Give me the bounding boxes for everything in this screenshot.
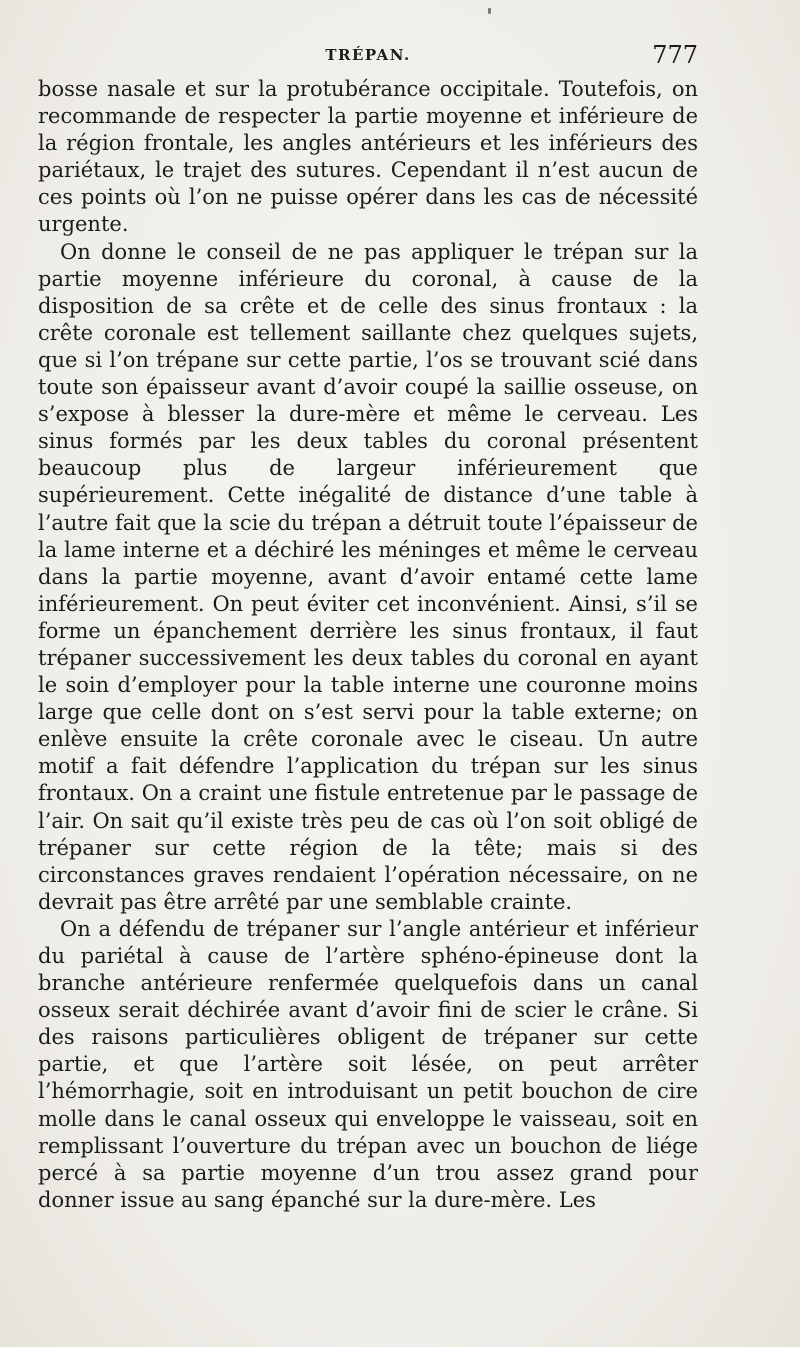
paragraph-parietal: On a défendu de trépaner sur l’angle antérieur et inférieur du pariétal à cause de l’artère sphéno-épineuse dont la branche antérieure renfermée quelquefois dans un canal osseux serait déchirée avant d’avoir fini de scier le crâne. Si des raisons particulières obligent de trépaner sur cette partie, et que l’artère soit lésée, on peut arrêter l’hémorrhagie, soit en introduisant un petit bouchon de cire molle dans le canal osseux qui enveloppe le vaisseau, soit en remplissant l’ouverture du trépan avec un bouchon de liége percé à sa partie moyenne d’un trou assez grand pour donner issue au sang épanché sur la dure-mère. Les (38, 916, 698, 1212)
paragraph-continuation: bosse nasale et sur la protubérance occipitale. Toutefois, on recommande de respecter la partie moyenne et inférieure de la région frontale, les angles antérieurs et les inférieurs des pariétaux, le trajet des sutures. Cependant il n’est aucun de ces points où l’on ne puisse opérer dans les cas de nécessité urgente. (38, 77, 698, 237)
ink-mark (488, 8, 491, 14)
running-title: TRÉPAN. (325, 46, 411, 64)
page-number: 777 (652, 41, 698, 69)
body-text (38, 76, 698, 1214)
page-header (38, 40, 698, 70)
paragraph-coronal: On donne le conseil de ne pas appliquer le trépan sur la partie moyenne inférieure du coronal, à cause de la disposition de sa crête et de celle des sinus frontaux : la crête coronale est tellement saillante chez quelques sujets, que si l’on trépane sur cette partie, l’os se trouvant scié dans toute son épaisseur avant d’avoir coupé la saillie osseuse, on s’expose à blesser la dure-mère et même le cerveau. Les sinus formés par les deux tables du coronal présentent beaucoup plus de largeur inférieurement que supérieurement. Cette inégalité de distance d’une table à l’autre fait que la scie du trépan a détruit toute l’épaisseur de la lame interne et a déchiré les méninges et même le cerveau dans la partie moyenne, avant d’avoir entamé cette lame inférieurement. On peut éviter cet inconvénient. Ainsi, s’il se forme un épanchement derrière les sinus frontaux, il faut trépaner successivement les deux tables du coronal en ayant le soin d’employer pour la table interne une couronne moins large que celle dont on s’est servi pour la table externe; on enlève ensuite la crête coronale avec le ciseau. Un autre motif a fait défendre l’application du trépan sur les sinus frontaux. On a craint une fistule entretenue par le passage de l’air. On sait qu’il existe très peu de cas où l’on soit obligé de trépaner sur cette région de la tête; mais si des circonstances graves rendaient l’opération nécessaire, on ne devrait pas être arrêté par une semblable crainte. (38, 239, 698, 914)
